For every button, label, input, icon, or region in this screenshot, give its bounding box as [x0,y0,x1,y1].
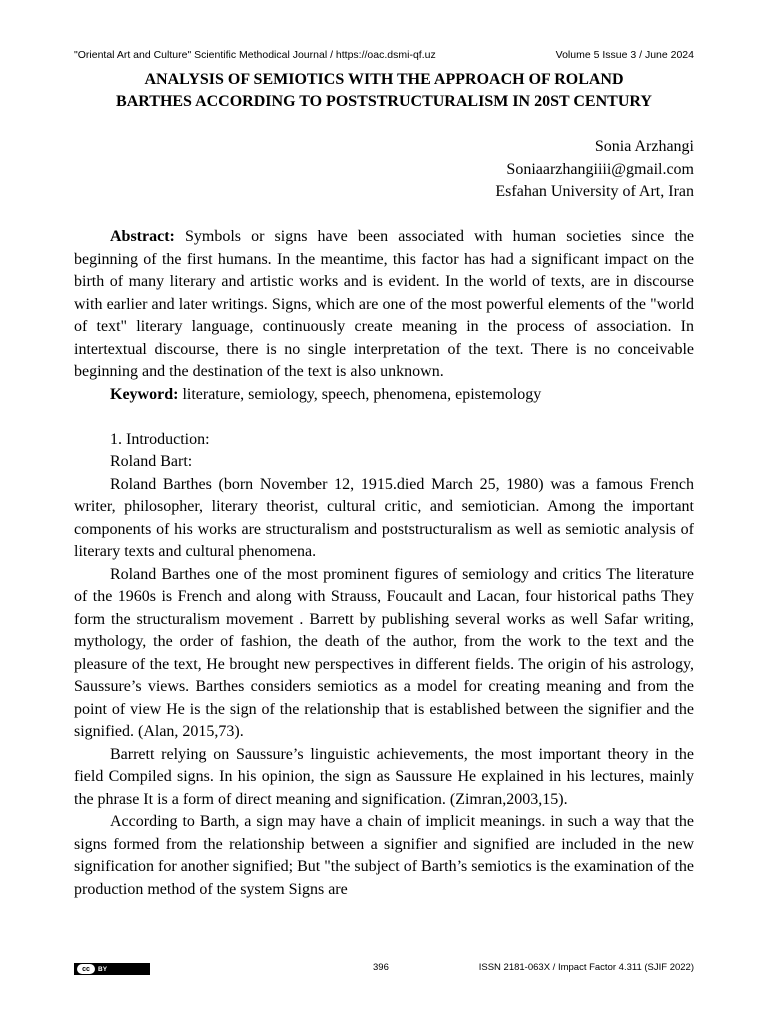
cc-by-label: BY [98,965,108,973]
issn-impact: ISSN 2181-063X / Impact Factor 4.311 (SJIF 2022) [478,962,694,973]
paragraph-3: Barrett relying on Saussure’s linguistic achievements, the most important theory in the field Compiled signs. In his opinion, the sign as Saussure He explained in his lectures, mainly the phrase It is a form of direct meaning and signification. (Zimran,2003,15). [74,745,694,808]
keywords [74,384,694,407]
abstract [74,226,694,384]
section-heading: 1. Introduction: [110,430,210,448]
page-footer [74,962,694,976]
journal-name: "Oriental Art and Culture" Scientific Methodical Journal / https://oac.dsmi-qf.uz [74,49,436,61]
article-title [60,69,708,113]
article-body [74,226,694,901]
author-name: Sonia Arzhangi [594,138,694,155]
title-line-2: BARTHES ACCORDING TO POSTSTRUCTURALISM IN 20ST CENTURY [116,93,652,110]
author-email: Soniaarzhangiiii@gmail.com [506,160,694,178]
author-block [495,136,694,204]
title-line-1: ANALYSIS OF SEMIOTICS WITH THE APPROACH OF ROLAND [144,71,624,88]
abstract-text: Symbols or signs have been associated with human societies since the beginning of the first humans. In the meantime, this factor has had a significant impact on the birth of many literary and artistic works and is evident. In the world of texts, are in discourse with earlier and later writings. Signs, which are one of the most powerful elements of the "world of text" literary language, continuously create meaning in the process of association. In intertextual discourse, there is no single interpretation of the text. There is no conceivable beginning and the destination of the text is also unknown. [74,228,694,380]
paragraph-2: Roland Barthes one of the most prominent figures of semiology and critics The literature of the 1960s is French and along with Strauss, Foucault and Lacan, four historical paths They form the structuralism movement . Barrett by publishing several works as well Safar writing, mythology, the order of fashion, the death of the author, from the work to the text and the pleasure of the text, He brought new perspectives in different fields. The origin of his astrology, Saussure’s views. Barthes considers semiotics as a model for creating meaning and from the point of view He is the sign of the relationship that is established between the signifier and the signified. (Alan, 2015,73). [74,565,694,740]
running-header [74,49,694,61]
author-affiliation: Esfahan University of Art, Iran [495,183,694,200]
abstract-label: Abstract: [110,228,175,245]
paragraph-1: Roland Barthes (born November 12, 1915.died March 25, 1980) was a famous French writer, philosopher, literary theorist, cultural critic, and semiotician. Among the important components of his works are structuralism and poststructuralism as well as semiotic analysis of literary texts and cultural phenomena. [74,475,694,560]
cc-icon: cc [77,964,95,974]
volume-issue: Volume 5 Issue 3 / June 2024 [555,49,694,61]
page-number: 396 [373,962,389,973]
subheading: Roland Bart: [110,453,193,470]
paragraph-4: According to Barth, a sign may have a chain of implicit meanings. in such a way that the signs formed from the relationship between a signifier and signified are included in the new signification for another signified; But "the subject of Barth’s semiotics is the examination of the production method of the system Signs are [74,813,694,898]
cc-license-badge [74,963,150,975]
keywords-label: Keyword: [110,385,179,403]
keywords-text: literature, semiology, speech, phenomena, epistemology [178,385,542,403]
